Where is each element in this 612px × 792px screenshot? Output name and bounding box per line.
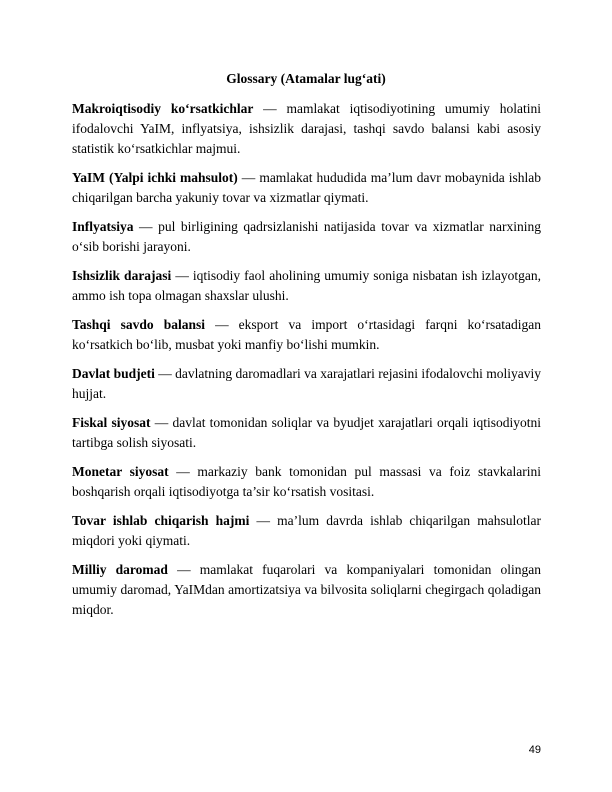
page-number: 49 (528, 744, 541, 756)
glossary-entry: Milliy daromad — mamlakat fuqarolari va kompaniyalari tomonidan olingan umumiy daromad, YaIMdan amortizatsiya va bilvosita soliqlarni chegirgach qoladigan miqdor. (72, 562, 542, 617)
glossary-entry: Inflyatsiya — pul birligining qadrsizlanishi natijasida tovar va xizmatlar narxining o‘sib borishi jarayoni. (72, 219, 541, 254)
glossary-term: Makroiqtisodiy ko‘rsatkichlar (72, 101, 254, 116)
glossary-entry: Davlat budjeti — davlatning daromadlari va xarajatlari rejasini ifodalovchi moliyaviy hujjat. (72, 366, 542, 401)
glossary-entry: Tovar ishlab chiqarish hajmi — ma’lum davrda ishlab chiqarilgan mahsulotlar miqdori yoki qiymati. (72, 513, 541, 548)
glossary-term: Ishsizlik darajasi (72, 268, 172, 283)
glossary-definition: eksport va import o‘rtasidagi farqni ko‘rsatadigan ko‘rsatkich bo‘lib, musbat yoki manfiy bo‘lishi mumkin. (72, 317, 542, 352)
glossary-term: Inflyatsiya (72, 219, 134, 234)
glossary-term: Milliy daromad (72, 562, 168, 577)
glossary-definition: davlatning daromadlari va xarajatlari rejasini ifodalovchi moliyaviy hujjat. (72, 366, 542, 401)
glossary-term: Tashqi savdo balansi (72, 317, 205, 332)
glossary-term: Fiskal siyosat (72, 415, 151, 430)
glossary-definition: pul birligining qadrsizlanishi natijasida tovar va xizmatlar narxining o‘sib borishi jarayoni. (72, 219, 541, 254)
glossary-definition: mamlakat iqtisodiyotining umumiy holatini ifodalovchi YaIM, inflyatsiya, ishsizlik darajasi, tashqi savdo balansi kabi asosiy statistik ko‘rsatkichlar majmui. (72, 101, 541, 156)
glossary-entry: Makroiqtisodiy ko‘rsatkichlar — mamlakat iqtisodiyotining umumiy holatini ifodalovchi YaIM, inflyatsiya, ishsizlik darajasi, tashqi savdo balansi kabi asosiy statistik ko‘rsatkichlar majmui. (72, 101, 541, 156)
glossary-list (72, 99, 541, 629)
glossary-entry: Ishsizlik darajasi — iqtisodiy faol aholining umumiy soniga nisbatan ish izlayotgan, ammo ish topa olmagan shaxslar ulushi. (72, 268, 541, 303)
glossary-term: Tovar ishlab chiqarish hajmi (72, 513, 250, 528)
glossary-term: Davlat budjeti (72, 366, 155, 381)
glossary-definition: mamlakat fuqarolari va kompaniyalari tomonidan olingan umumiy daromad, YaIMdan amortizatsiya va bilvosita soliqlarni chegirgach qoladigan miqdor. (72, 562, 542, 617)
glossary-entry: Fiskal siyosat — davlat tomonidan soliqlar va byudjet xarajatlari orqali iqtisodiyotni tartibga solish siyosati. (72, 415, 542, 450)
glossary-definition: iqtisodiy faol aholining umumiy soniga nisbatan ish izlayotgan, ammo ish topa olmagan shaxslar ulushi. (72, 268, 541, 303)
glossary-definition: ma’lum davrda ishlab chiqarilgan mahsulotlar miqdori yoki qiymati. (72, 513, 541, 548)
glossary-definition: markaziy bank tomonidan pul massasi va foiz stavkalarini boshqarish orqali iqtisodiyotga ta’sir ko‘rsatish vositasi. (72, 464, 541, 499)
glossary-definition: davlat tomonidan soliqlar va byudjet xarajatlari orqali iqtisodiyotni tartibga solish siyosati. (72, 415, 542, 450)
glossary-entry: Tashqi savdo balansi — eksport va import o‘rtasidagi farqni ko‘rsatadigan ko‘rsatkich bo‘lib, musbat yoki manfiy bo‘lishi mumkin. (72, 317, 542, 352)
glossary-entry: Monetar siyosat — markaziy bank tomonidan pul massasi va foiz stavkalarini boshqarish orqali iqtisodiyotga ta’sir ko‘rsatish vositasi. (72, 464, 541, 499)
page-title: Glossary (Atamalar lug‘ati) (226, 71, 386, 86)
glossary-entry: YaIM (Yalpi ichki mahsulot) — mamlakat hududida ma’lum davr mobaynida ishlab chiqarilgan barcha yakuniy tovar va xizmatlar qiymati. (72, 170, 542, 205)
glossary-term: YaIM (Yalpi ichki mahsulot) (72, 170, 238, 185)
glossary-term: Monetar siyosat (72, 464, 169, 479)
glossary-definition: mamlakat hududida ma’lum davr mobaynida ishlab chiqarilgan barcha yakuniy tovar va xizmatlar qiymati. (72, 170, 542, 205)
